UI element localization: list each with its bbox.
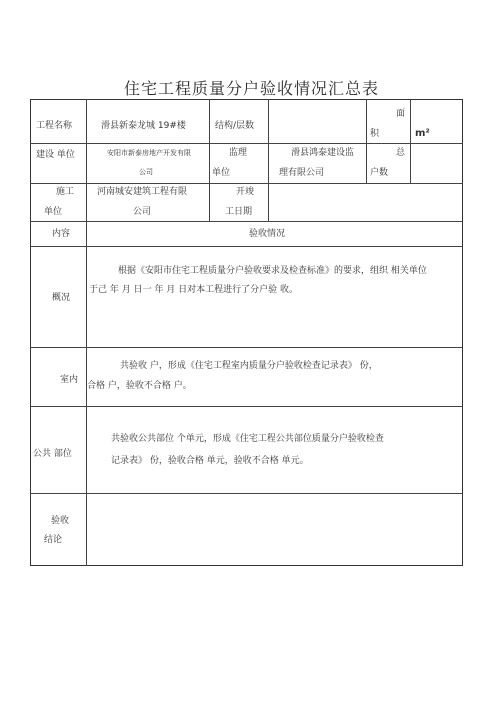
start-date-label-top: 开竣 <box>236 187 255 197</box>
row-divider <box>30 406 463 407</box>
col-divider <box>410 99 411 183</box>
supervisor-label-top: 监理 <box>229 148 248 158</box>
supervisor-value-line2: 理有限公司 <box>279 168 325 178</box>
start-date-label-bottom: 工日期 <box>225 207 253 217</box>
public-area-line2: 记录表》 份，验收合格 单元，验收不合格 单元。 <box>111 456 309 466</box>
supervisor-label-bottom: 单位 <box>212 168 231 178</box>
constructor-value-line1: 河南城安建筑工程有限 <box>97 187 188 197</box>
structure-label: 结构/层数 <box>215 121 255 131</box>
builder-value-line1: 安阳市新泰房地产开发有限 <box>107 149 191 157</box>
area-label-top: 面 <box>396 109 406 119</box>
page-title: 住宅工程质量分户验收情况汇总表 <box>123 79 379 98</box>
public-area-line1: 共验收公共部位 个单元，形成《住宅工程公共部位质量分户验收检查 <box>111 434 384 444</box>
overview-label: 概况 <box>52 293 71 303</box>
public-area-label: 公共 部位 <box>33 449 72 459</box>
constructor-value-line2: 公司 <box>133 207 152 217</box>
supervisor-value-line1: 滑县鸿泰建设监 <box>291 148 355 158</box>
project-name-value: 滑县新泰龙城 19#楼 <box>101 121 186 131</box>
constructor-label-top: 施工 <box>56 187 75 197</box>
constructor-label-bottom: 单位 <box>44 207 63 217</box>
content-header: 内容 <box>52 229 71 239</box>
overview-line2: 于己 年 月 日一 年 月 日对本工程进行了分户验 收。 <box>89 285 299 295</box>
result-header: 验收情况 <box>249 229 286 239</box>
area-label-bottom: 积 <box>370 129 380 139</box>
area-unit: m² <box>415 128 430 139</box>
households-label-top: 总 <box>396 148 406 158</box>
overview-line1: 根据《安阳市住宅工程质量分户验收要求及检查标准》的要求，组织 相关单位 <box>118 266 427 276</box>
row-divider <box>30 246 463 247</box>
indoor-line1: 共验收 户，形成《住宅工程室内质量分户验收检查记录表》 份， <box>120 361 378 371</box>
row-divider <box>30 493 463 494</box>
row-divider <box>30 347 463 348</box>
builder-label: 建设 单位 <box>36 150 75 160</box>
col-divider <box>209 99 210 221</box>
conclusion-label-top: 验收 <box>51 516 70 526</box>
indoor-label: 室内 <box>60 375 79 385</box>
indoor-line2: 合格 户，验收不合格 户。 <box>87 381 192 391</box>
project-name-label: 工程名称 <box>36 121 73 131</box>
col-divider <box>268 99 269 221</box>
col-divider <box>86 99 87 566</box>
table-frame <box>30 99 463 566</box>
col-divider <box>366 99 367 183</box>
conclusion-label-bottom: 结论 <box>44 535 63 545</box>
households-label-bottom: 户数 <box>370 168 389 178</box>
builder-value-line2: 公司 <box>139 168 153 176</box>
